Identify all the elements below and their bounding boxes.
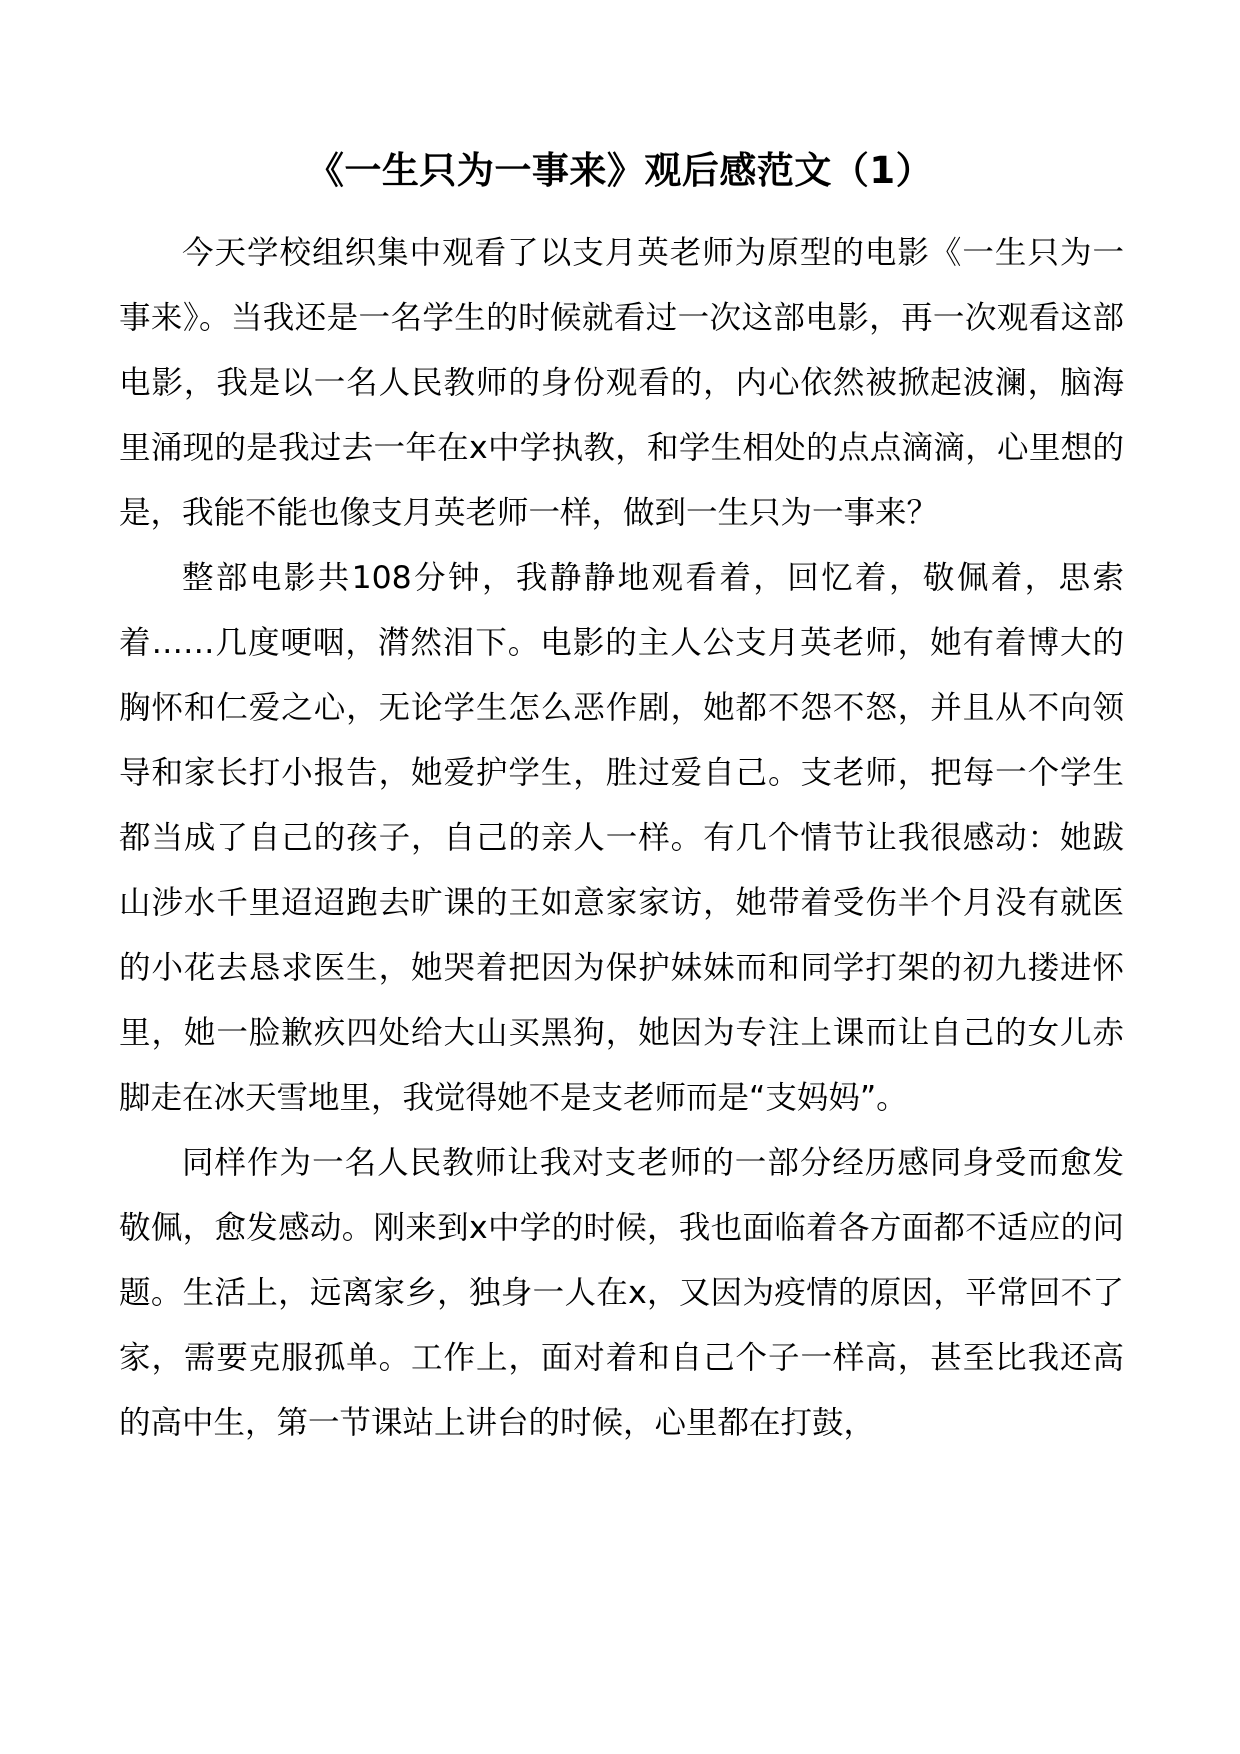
document-title: 《一生只为一事来》观后感范文（1）: [306, 149, 934, 192]
paragraph-2: 整部电影共108分钟，我静静地观看着，回忆着，敬佩着，思索着……几度哽咽，潸然泪下。电影的主人公支月英老师，她有着博大的胸怀和仁爱之心，无论学生怎么恶作剧，她都不怨不怒，并且从不向领导和家长打小报告，她爱护学生，胜过爱自己。支老师，把每一个学生都当成了自己的孩子，自己的亲人一样。有几个情节让我很感动：她跋山涉水千里迢迢跑去旷课的王如意家家访，她带着受伤半个月没有就医的小花去恳求医生，她哭着把因为保护妹妹而和同学打架的初九搂进怀里，她一脸歉疚四处给大山买黑狗，她因为专注上课而让自己的女儿赤脚走在冰天雪地里，我觉得她不是支老师而是“支妈妈”。: [119, 560, 1124, 1116]
document-body: [119, 221, 1124, 1456]
paragraph-3: 同样作为一名人民教师让我对支老师的一部分经历感同身受而愈发敬佩，愈发感动。刚来到x中学的时候，我也面临着各方面都不适应的问题。生活上，远离家乡，独身一人在x，又因为疫情的原因，平常回不了家，需要克服孤单。工作上，面对着和自己个子一样高，甚至比我还高的高中生，第一节课站上讲台的时候，心里都在打鼓，: [119, 1145, 1124, 1441]
paragraph-1: 今天学校组织集中观看了以支月英老师为原型的电影《一生只为一事来》。当我还是一名学生的时候就看过一次这部电影，再一次观看这部电影，我是以一名人民教师的身份观看的，内心依然被掀起波澜，脑海里涌现的是我过去一年在x中学执教，和学生相处的点点滴滴，心里想的是，我能不能也像支月英老师一样，做到一生只为一事来？: [119, 235, 1124, 531]
